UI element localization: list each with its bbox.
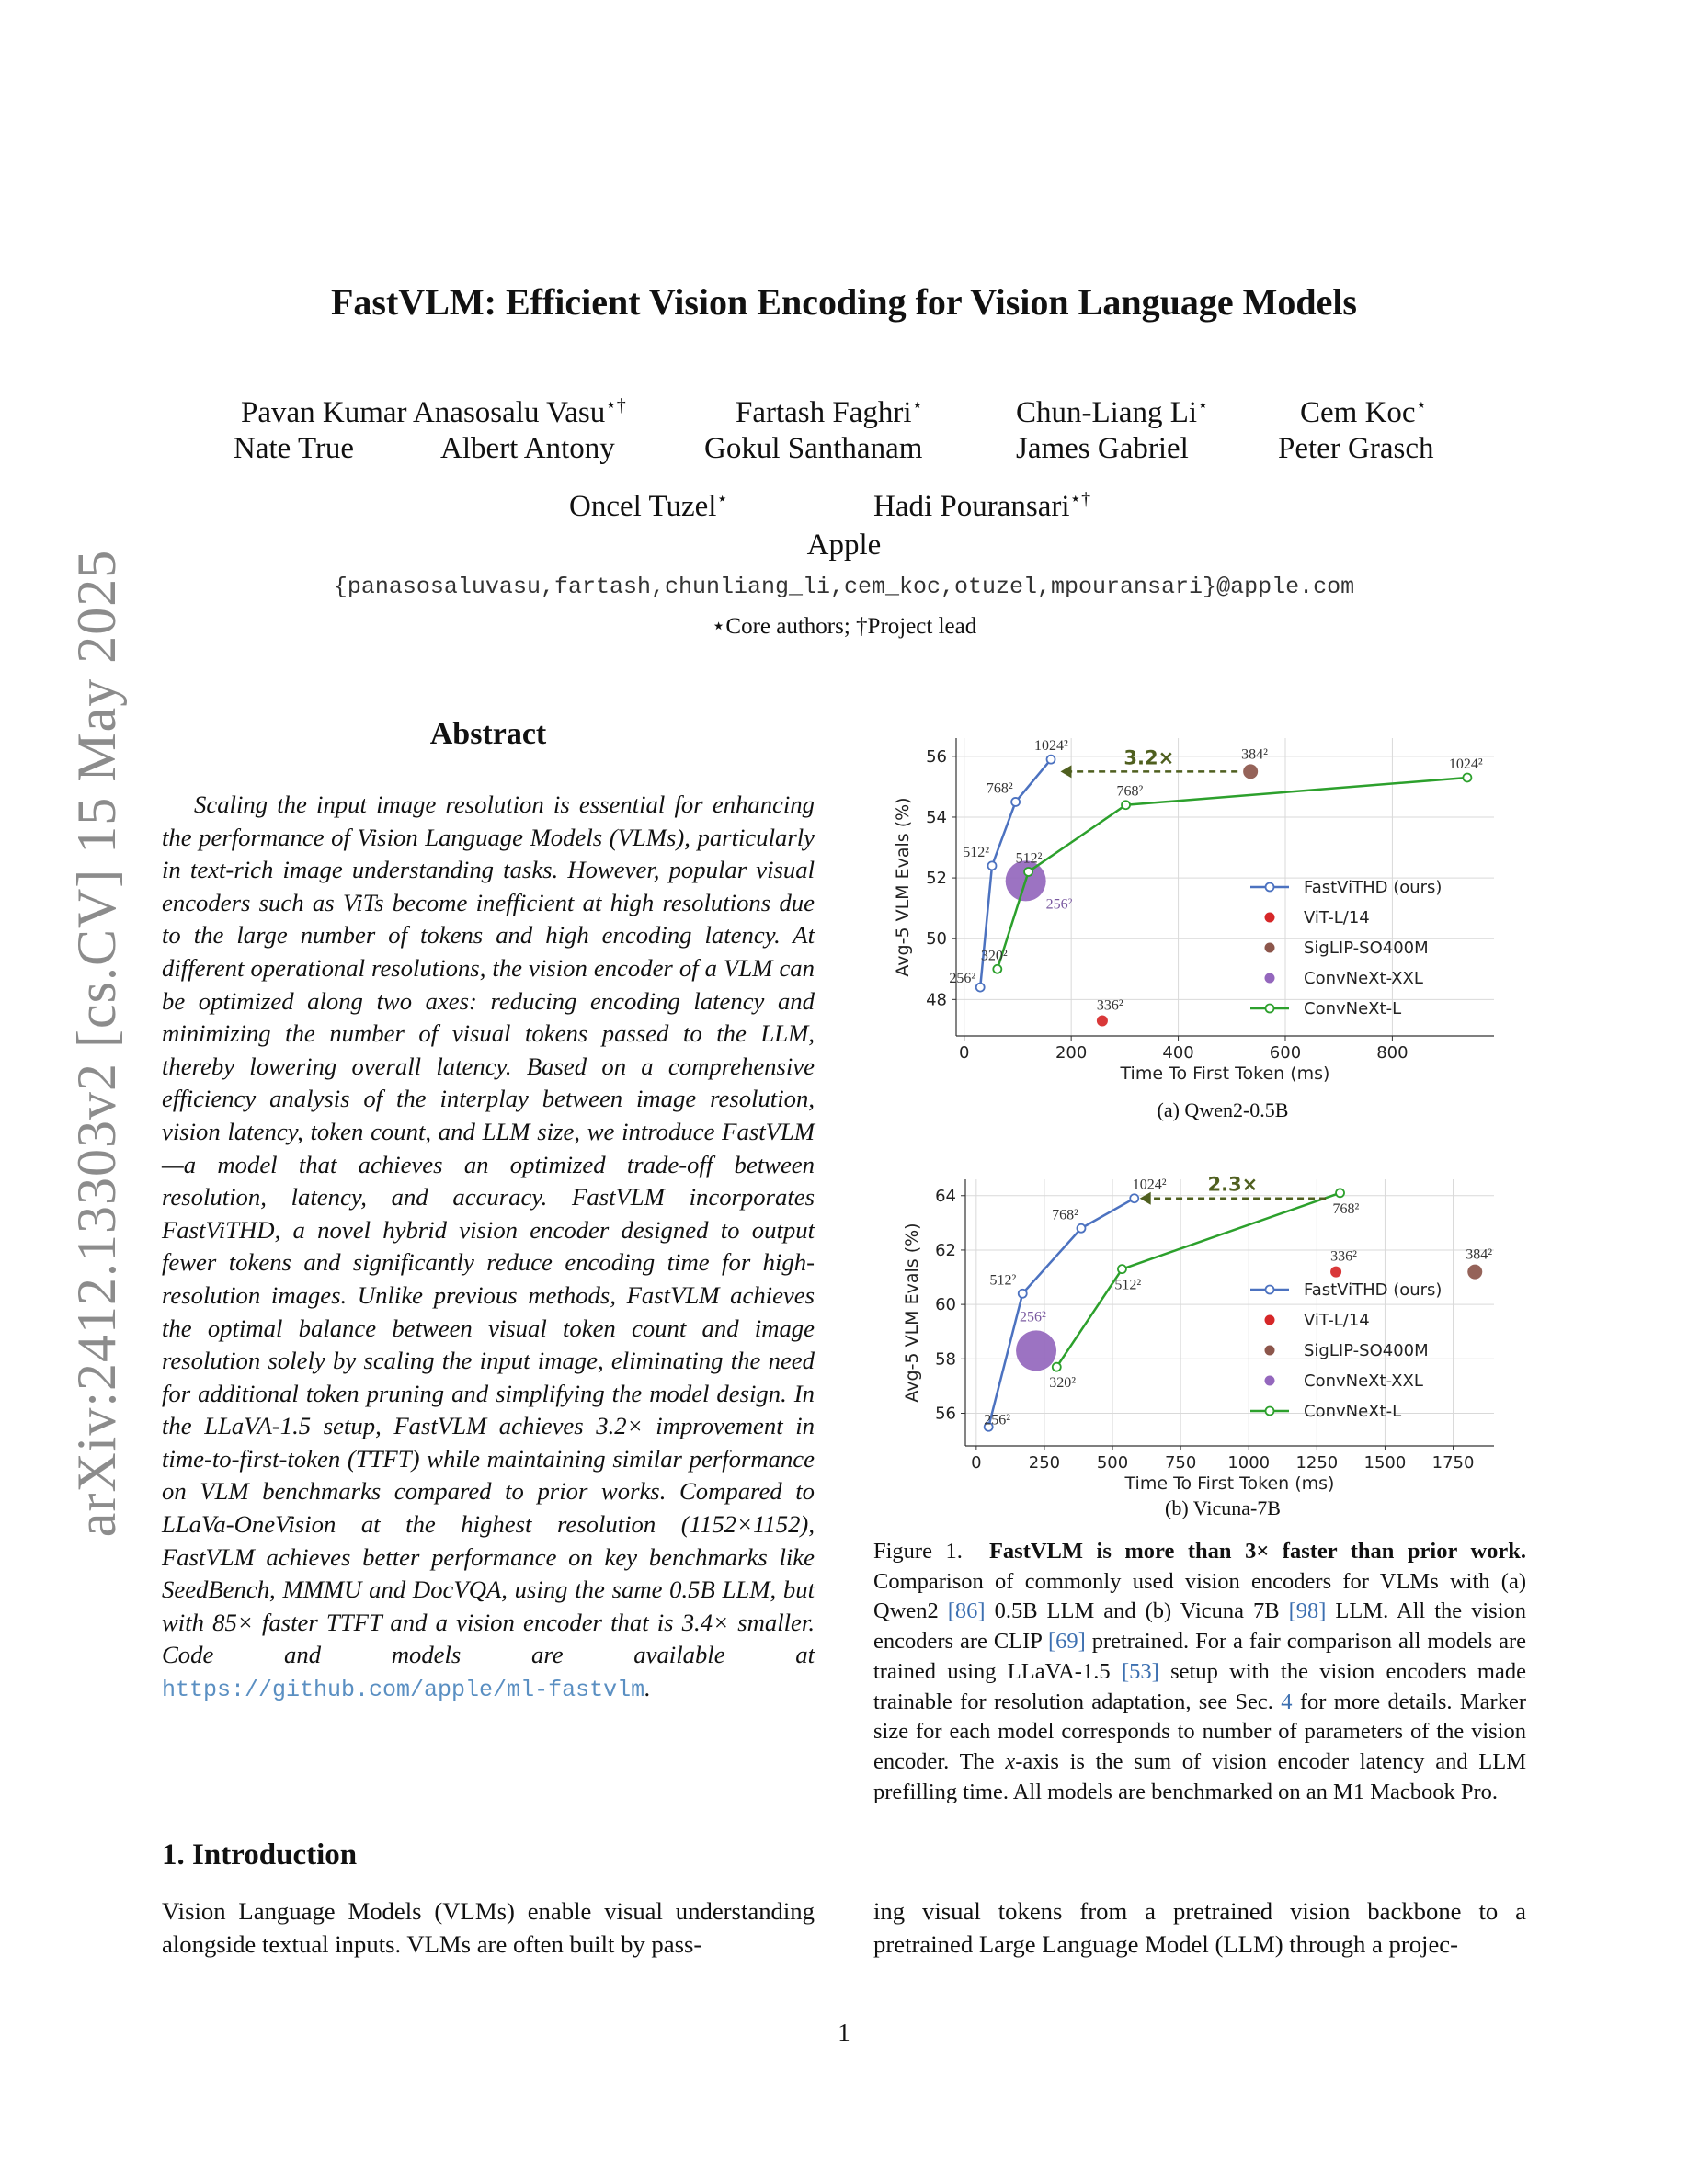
author-grasch: Peter Grasch	[1278, 432, 1434, 465]
caption-text: -axis is the sum of vision encoder latency and LLM prefilling time. All models are benchmarked on an M1 Macbook Pro.	[873, 1748, 1527, 1804]
data-label-convnext_l: 768²	[1116, 783, 1144, 800]
author-mark: ⋆	[911, 395, 924, 415]
data-label-convnext_l: 512²	[1114, 1277, 1142, 1293]
data-point-fastvithd	[1047, 756, 1055, 764]
y-tick-label: 52	[926, 869, 947, 889]
code-link[interactable]: https://github.com/apple/ml-fastvlm	[162, 1677, 645, 1704]
y-tick-label: 60	[935, 1295, 956, 1315]
section-link[interactable]: 4	[1281, 1689, 1293, 1714]
paper-title: FastVLM: Efficient Vision Encoding for Vision Language Models	[330, 281, 1357, 323]
intro-paragraph-left: Vision Language Models (VLMs) enable visual understanding alongside textual inputs. VLMs are often built by pass-	[162, 1897, 815, 1958]
author-emails: {panasosaluvasu,fartash,chunliang_li,cem_koc,otuzel,mpouransari}@apple.com	[333, 574, 1355, 600]
data-label-convnext_l: 320²	[1049, 1375, 1077, 1392]
x-tick-label: 1250	[1295, 1453, 1339, 1473]
data-point-fastvithd	[1130, 1194, 1138, 1202]
speedup-label: 2.3×	[1207, 1173, 1259, 1196]
legend-entry: ViT-L/14	[1304, 908, 1370, 927]
chart-qwen2	[873, 712, 1508, 1098]
data-point-siglip	[1467, 1265, 1482, 1280]
legend-swatch-marker	[1266, 1407, 1274, 1416]
author-mark: ⋆	[716, 489, 728, 509]
affiliation: Apple	[806, 529, 882, 562]
author-santhanam: Gokul Santhanam	[704, 432, 923, 465]
data-point-convnext_l	[1336, 1189, 1344, 1197]
y-tick-label: 54	[926, 807, 947, 827]
data-label-fastvithd: 512²	[963, 844, 989, 860]
x-tick-label: 1750	[1431, 1453, 1475, 1473]
x-tick-label: 1000	[1227, 1453, 1271, 1473]
data-point-fastvithd	[1077, 1224, 1085, 1233]
legend-swatch-marker	[1265, 913, 1275, 923]
author-name: Chun-Liang Li	[1016, 396, 1198, 429]
y-tick-label: 56	[935, 1404, 956, 1424]
y-tick-label: 48	[926, 990, 947, 1010]
data-label-fastvithd: 256²	[984, 1412, 1010, 1428]
author-name: Hadi Pouransari	[873, 490, 1070, 523]
page-number: 1	[838, 2019, 850, 2046]
data-point-siglip	[1243, 764, 1258, 779]
speedup-arrowhead	[1140, 1192, 1151, 1205]
legend-swatch-marker	[1265, 943, 1275, 953]
x-tick-label: 600	[1269, 1043, 1302, 1063]
author-mark: ⋆†	[1069, 489, 1091, 509]
x-tick-label: 250	[1028, 1453, 1061, 1473]
author-vasu	[241, 393, 626, 430]
author-pouransari	[873, 487, 1090, 524]
y-tick-label: 50	[926, 929, 947, 950]
legend-swatch-marker	[1265, 1315, 1275, 1325]
author-true: Nate True	[234, 432, 355, 465]
legend-entry: FastViTHD (ours)	[1304, 1280, 1443, 1300]
author-name: Oncel Tuzel	[569, 490, 717, 523]
data-label-convnext_l: 768²	[1332, 1200, 1360, 1217]
x-tick-label: 200	[1055, 1043, 1088, 1063]
x-axis-label: Time To First Token (ms)	[1120, 1064, 1330, 1084]
y-tick-label: 56	[926, 746, 947, 767]
data-label-fastvithd: 1024²	[1132, 1177, 1167, 1193]
author-name: Fartash Faghri	[736, 396, 912, 429]
data-point-fastvithd	[976, 984, 985, 992]
author-footnote: ⋆Core authors; †Project lead	[711, 614, 977, 639]
speedup-arrowhead	[1061, 765, 1072, 778]
speedup-label: 3.2×	[1123, 746, 1175, 769]
data-label-vit: 336²	[1330, 1248, 1357, 1265]
data-label-convnext_l: 512²	[1015, 850, 1043, 867]
caption-text: for more details. Marker size for each model corresponds to number of parameters of the vision encoder. The	[873, 1689, 1526, 1774]
y-tick-label: 64	[935, 1186, 956, 1206]
legend-entry: ConvNeXt-XXL	[1304, 1371, 1423, 1391]
caption-text: LLM. All the vision encoders are CLIP	[873, 1598, 1527, 1655]
y-axis-label: Avg-5 VLM Evals (%)	[902, 1223, 922, 1403]
citation-link[interactable]: [98]	[1288, 1598, 1327, 1624]
legend-entry: ConvNeXt-XXL	[1304, 969, 1423, 988]
author-mark: ⋆†	[605, 395, 626, 415]
data-point-fastvithd	[1011, 798, 1020, 806]
legend-entry: ViT-L/14	[1304, 1311, 1370, 1330]
legend-entry: ConvNeXt-L	[1304, 999, 1402, 1018]
author-name: Cem Koc	[1300, 396, 1416, 429]
data-label-siglip: 384²	[1241, 746, 1268, 763]
x-tick-label: 0	[959, 1043, 970, 1063]
legend-entry: SigLIP-SO400M	[1304, 938, 1429, 958]
author-mark: ⋆	[1197, 395, 1209, 415]
data-point-convnext_l	[1118, 1265, 1126, 1273]
y-tick-label: 58	[935, 1349, 956, 1370]
caption-text: 0.5B LLM and (b) Vicuna 7B	[985, 1598, 1289, 1624]
data-label-fastvithd: 768²	[986, 780, 1013, 797]
data-label-convnext_l: 320²	[980, 948, 1008, 964]
author-gabriel: James Gabriel	[1016, 432, 1189, 465]
citation-link[interactable]: [69]	[1047, 1629, 1086, 1655]
data-label-fastvithd: 256²	[949, 971, 976, 987]
caption-bold: FastVLM is more than 3× faster than prior work.	[988, 1539, 1527, 1564]
legend-entry: FastViTHD (ours)	[1304, 878, 1443, 897]
figure-caption	[873, 1537, 1526, 1807]
chart-vicuna	[873, 1154, 1508, 1512]
author-antony: Albert Antony	[440, 432, 615, 465]
abstract-text: Scaling the input image resolution is essential for enhancing the performance of Vision Language Models (VLMs), particularly in text-rich image understanding tasks. However, popular visual encoders such as ViTs become inefficient at high resolutions due to the large number of tokens and high encoding latency. At different operational resolutions, the vision encoder of a VLM can be optimized along two axes: reducing encoding latency and minimizing the number of visual tokens passed to the LLM, thereby lowering overall latency. Based on a comprehensive efficiency analysis of the interplay between image resolution, vision latency, token count, and LLM size, we introduce FastVLM—a model that achieves an optimized trade-off between resolution, latency, and accuracy. FastVLM incorporates FastViTHD, a novel hybrid vision encoder designed to output fewer tokens and significantly reduce encoding time for high-resolution images. Unlike previous methods, FastVLM achieves the optimal balance between visual token count and image resolution solely by scaling the input image, eliminating the need for additional token pruning and simplifying the model design. In the LLaVA-1.5 setup, FastVLM achieves 3.2× improvement in time-to-first-token (TTFT) while maintaining similar performance on VLM benchmarks compared to prior works. Compared to LLaVa-OneVision at the highest resolution (1152×1152), FastVLM achieves better performance on key benchmarks like SeedBench, MMMU and DocVQA, using the same 0.5B LLM, but with 85× faster TTFT and a vision encoder that is 3.4× smaller. Code and models are available at	[162, 791, 815, 1669]
legend-swatch-marker	[1265, 1376, 1275, 1386]
data-label-fastvithd: 512²	[989, 1272, 1017, 1289]
data-label-convnext_xxl: 256²	[1020, 1309, 1046, 1325]
data-label-convnext_l: 1024²	[1448, 756, 1483, 772]
author-faghri	[736, 393, 923, 430]
caption-text: setup with the vision encoders made trainable for resolution adaptation, see Sec.	[873, 1658, 1526, 1714]
legend-entry: ConvNeXt-L	[1304, 1402, 1402, 1421]
data-label-fastvithd: 768²	[1052, 1207, 1078, 1223]
legend-swatch-marker	[1266, 1005, 1274, 1013]
caption-math: x	[1005, 1748, 1016, 1774]
legend-swatch-marker	[1265, 1346, 1275, 1356]
data-point-convnext_xxl	[1016, 1330, 1056, 1371]
y-tick-label: 62	[935, 1240, 956, 1260]
caption-label: Figure 1.	[873, 1539, 963, 1564]
section-heading-introduction: 1. Introduction	[162, 1838, 358, 1871]
data-point-vit	[1097, 1015, 1108, 1026]
x-tick-label: 0	[971, 1453, 982, 1473]
abstract-body	[162, 789, 815, 1707]
author-mark: ⋆	[1415, 395, 1428, 415]
y-axis-label: Avg-5 VLM Evals (%)	[893, 797, 913, 977]
legend-entry: SigLIP-SO400M	[1304, 1341, 1429, 1360]
author-name: Pavan Kumar Anasosalu Vasu	[241, 396, 606, 429]
caption-text: Comparison of commonly used vision encoders for VLMs with (a) Qwen2	[873, 1568, 1526, 1624]
x-axis-label: Time To First Token (ms)	[1124, 1473, 1335, 1494]
data-point-convnext_l	[1024, 868, 1032, 876]
data-label-siglip: 384²	[1466, 1246, 1493, 1263]
arxiv-identifier: arXiv:2412.13303v2 [cs.CV] 15 May 2025	[66, 549, 127, 1538]
author-li	[1016, 393, 1209, 430]
data-point-fastvithd	[1019, 1290, 1027, 1298]
data-point-fastvithd	[988, 861, 997, 870]
data-point-convnext_l	[993, 965, 1001, 973]
author-koc	[1300, 393, 1427, 430]
x-tick-label: 750	[1164, 1453, 1197, 1473]
subcaption-a: (a) Qwen2-0.5B	[1157, 1098, 1289, 1121]
x-tick-label: 800	[1376, 1043, 1409, 1063]
intro-paragraph-right: ing visual tokens from a pretrained vision backbone to a pretrained Large Language Model (LLM) through a projec-	[873, 1897, 1526, 1958]
subcaption-b: (b) Vicuna-7B	[1165, 1496, 1281, 1519]
data-point-convnext_l	[1122, 801, 1130, 809]
data-point-convnext_l	[1053, 1363, 1061, 1371]
legend-swatch-marker	[1265, 973, 1275, 984]
abstract-heading: Abstract	[429, 717, 547, 751]
data-label-vit: 336²	[1096, 997, 1123, 1014]
citation-link[interactable]: [53]	[1121, 1658, 1159, 1684]
x-tick-label: 400	[1162, 1043, 1194, 1063]
data-label-fastvithd: 1024²	[1034, 738, 1068, 755]
legend-swatch-marker	[1266, 1286, 1274, 1294]
data-label-convnext_xxl: 256²	[1045, 896, 1073, 913]
legend-swatch-marker	[1266, 883, 1274, 892]
abstract-end: .	[644, 1674, 651, 1702]
data-point-convnext_l	[1463, 773, 1471, 781]
data-point-vit	[1330, 1267, 1341, 1278]
caption-text: pretrained. For a fair comparison all models are trained using LLaVA-1.5	[873, 1629, 1527, 1684]
citation-link[interactable]: [86]	[947, 1598, 986, 1624]
x-tick-label: 500	[1096, 1453, 1129, 1473]
x-tick-label: 1500	[1363, 1453, 1407, 1473]
author-tuzel	[569, 487, 728, 524]
